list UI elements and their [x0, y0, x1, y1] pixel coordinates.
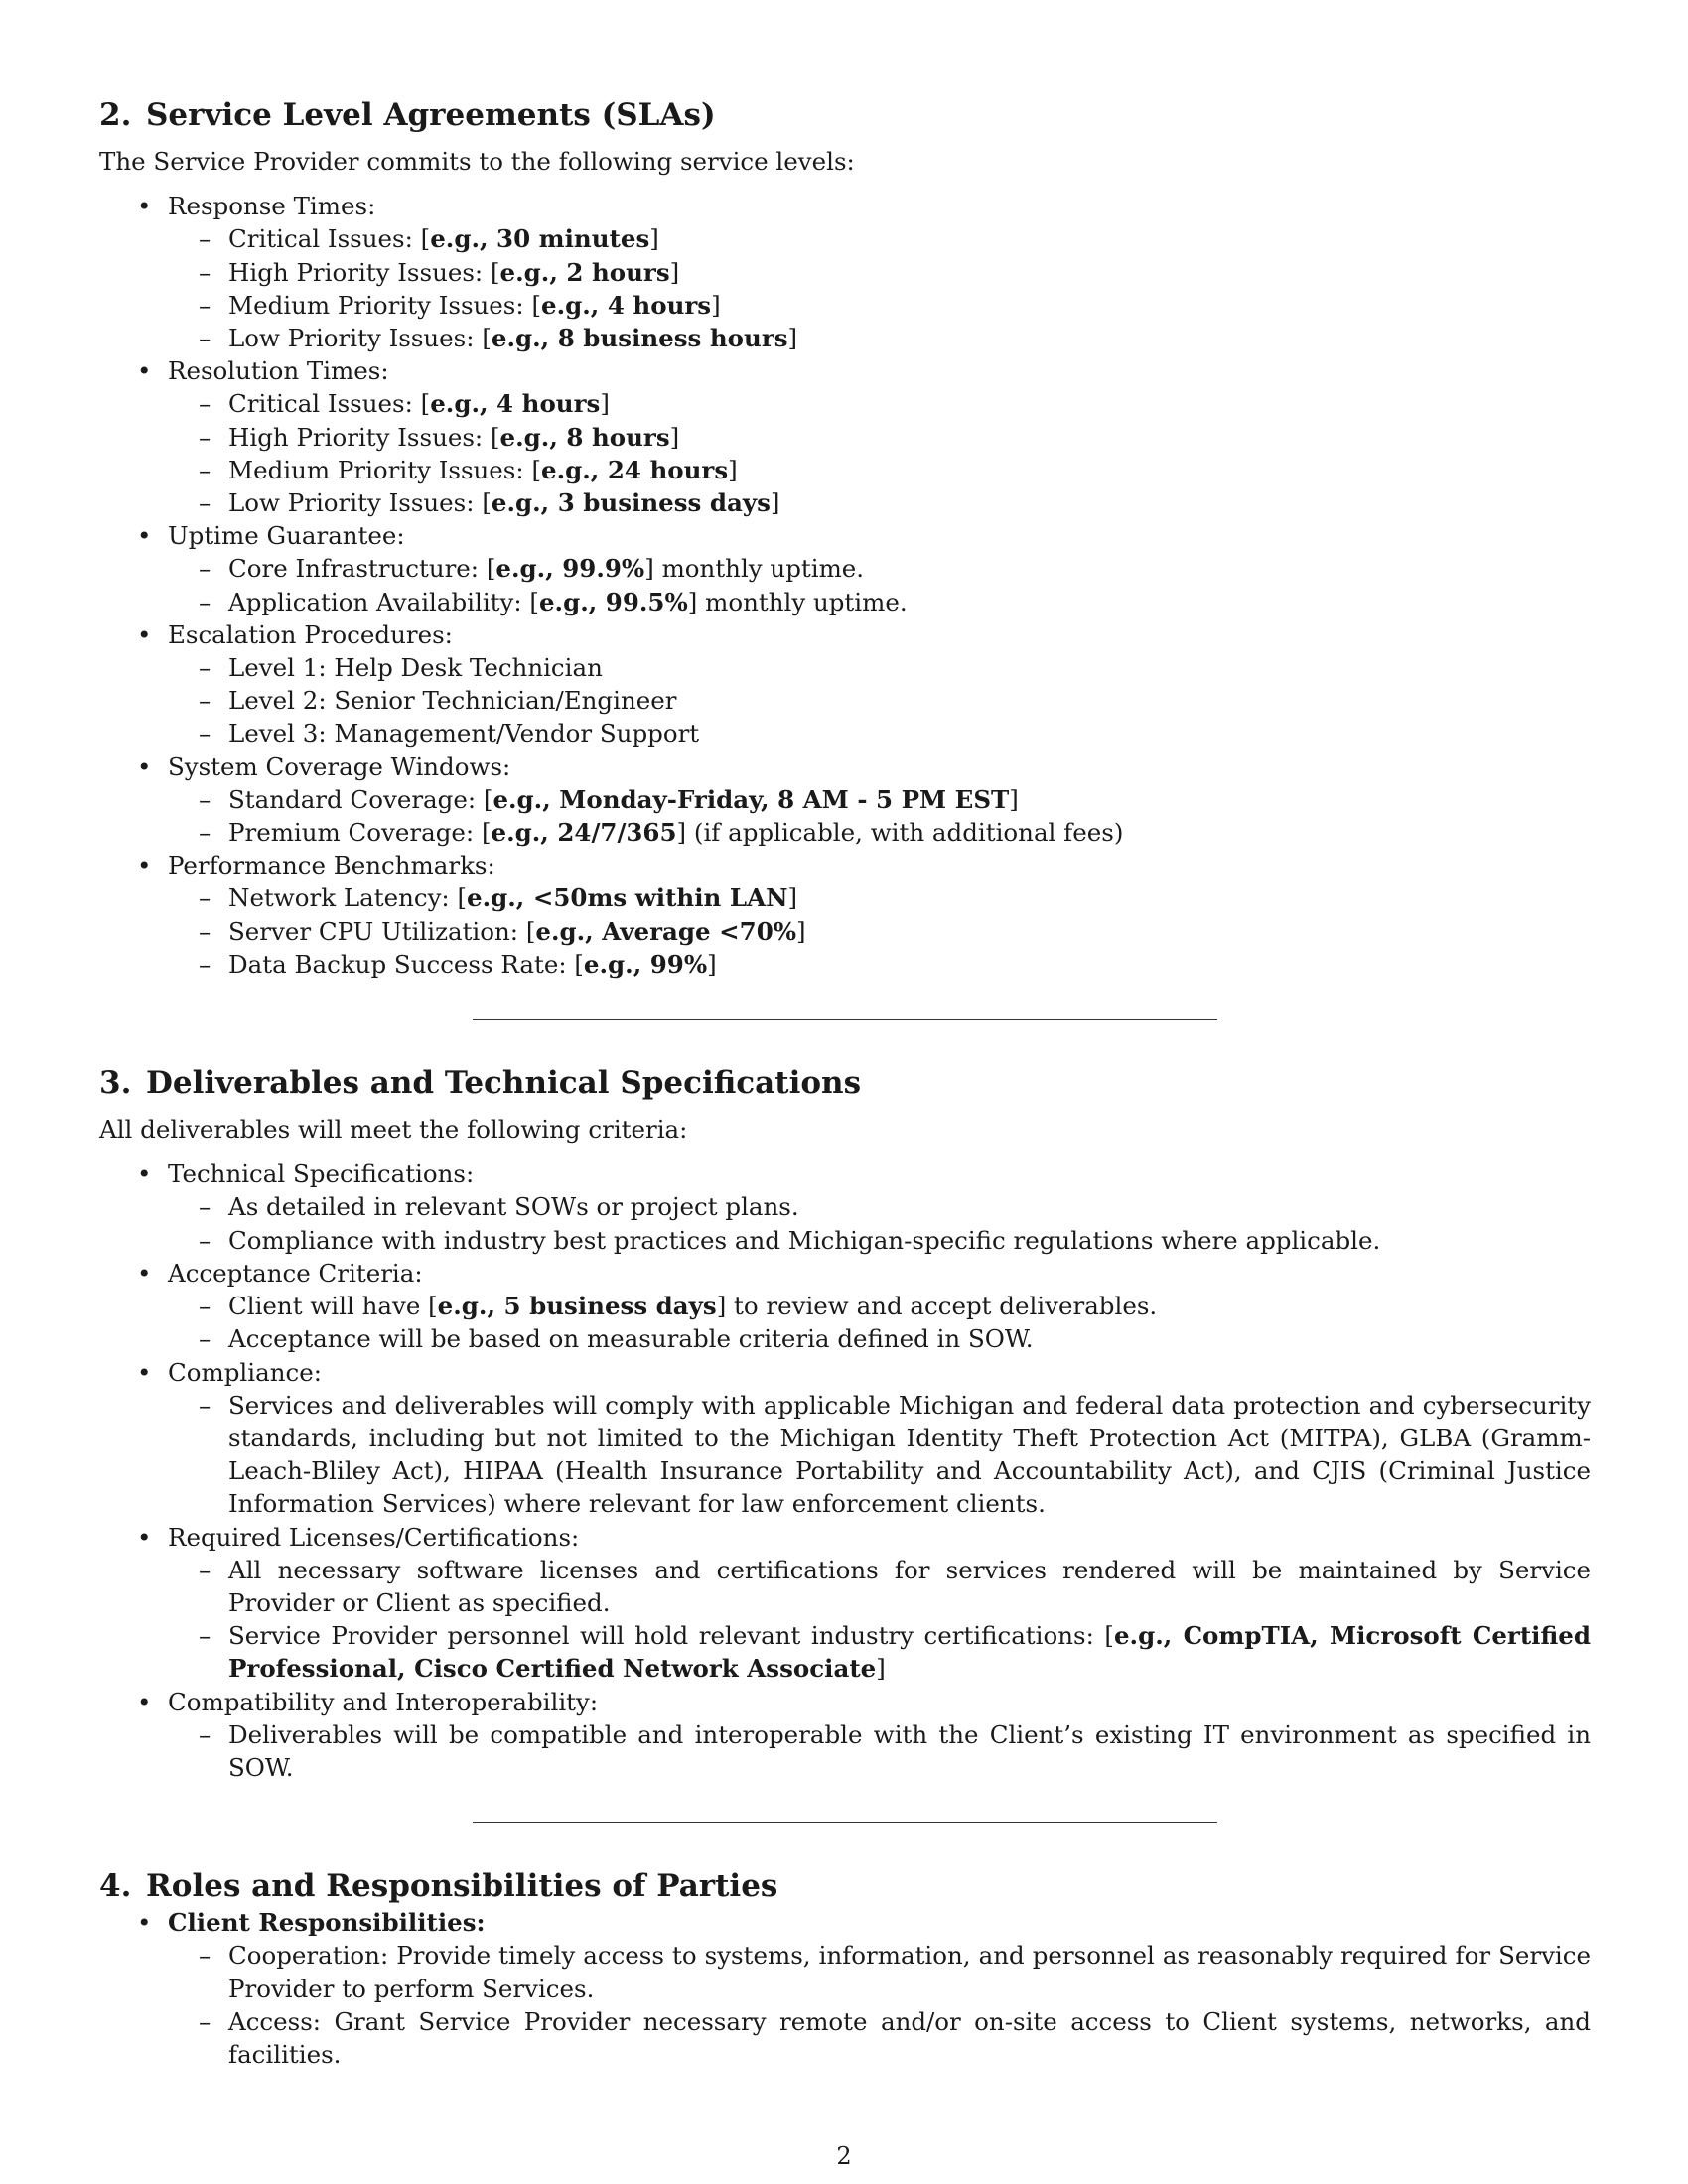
- list-item: – Level 3: Management/Vendor Support: [168, 717, 1591, 750]
- sla-list: [99, 190, 1591, 981]
- list-item: • System Coverage Windows: – Standard Coverage: [e.g., Monday-Friday, 8 AM - 5 PM EST] – Premium Coverage: [e.g., 24/7/365] (if applicable, with additional fees): [99, 751, 1591, 850]
- list-item: – Critical Issues: [e.g., 4 hours]: [168, 387, 1591, 420]
- list-item: • Compatibility and Interoperability: – Deliverables will be compatible and interoperable with the Client’s existing IT environment as specified in SOW.: [99, 1686, 1591, 1785]
- list-item: • Required Licenses/Certifications: – All necessary software licenses and certifications for services rendered will be maintained by Service Provider or Client as specified. – Service Provider personnel will hold relevant industry certifications: [e.g., CompTIA, Microsoft Certified Professional, Cisco Certified Network Associate]: [99, 1521, 1591, 1686]
- sub-list: [168, 552, 1591, 617]
- section-number: 4.: [99, 1868, 132, 1905]
- section-3-heading: [99, 1063, 1591, 1103]
- list-item: • Performance Benchmarks: – Network Latency: [e.g., <50ms within LAN] – Server CPU Utilization: [e.g., Average <70%] – Data Backup Success Rate: [e.g., 99%]: [99, 849, 1591, 981]
- section-2-intro: The Service Provider commits to the following service levels:: [99, 147, 855, 176]
- section-number: 2.: [99, 97, 132, 133]
- list-item: – Low Priority Issues: [e.g., 8 business hours]: [168, 322, 1591, 354]
- sub-list: [168, 1290, 1591, 1355]
- list-item: – Acceptance will be based on measurable criteria defined in SOW.: [168, 1322, 1591, 1355]
- list-item: – Access: Grant Service Provider necessary remote and/or on-site access to Client systems, networks, and facilities.: [168, 2005, 1591, 2071]
- section-4: [99, 1866, 1591, 2071]
- sub-list: [168, 1939, 1591, 2071]
- list-item: – Premium Coverage: [e.g., 24/7/365] (if applicable, with additional fees): [168, 816, 1591, 849]
- list-item: – Critical Issues: [e.g., 30 minutes]: [168, 222, 1591, 255]
- sub-list: [168, 651, 1591, 751]
- section-divider: [473, 1019, 1217, 1020]
- list-item: – Service Provider personnel will hold relevant industry certifications: [e.g., CompTIA, Microsoft Certified Professional, Cisco Certified Network Associate]: [168, 1619, 1591, 1685]
- sub-list: [168, 1389, 1591, 1521]
- list-item: – High Priority Issues: [e.g., 8 hours]: [168, 421, 1591, 454]
- list-item: – Server CPU Utilization: [e.g., Average <70%]: [168, 915, 1591, 948]
- section-title: Roles and Responsibilities of Parties: [146, 1868, 778, 1905]
- list-item: – Application Availability: [e.g., 99.5%] monthly uptime.: [168, 586, 1591, 618]
- list-item: – Compliance with industry best practices and Michigan-specific regulations where applicable.: [168, 1224, 1591, 1257]
- list-item: – All necessary software licenses and certifications for services rendered will be maintained by Service Provider or Client as specified.: [168, 1554, 1591, 1619]
- sub-list: [168, 783, 1591, 849]
- section-divider: [473, 1822, 1217, 1823]
- list-item: – Data Backup Success Rate: [e.g., 99%]: [168, 948, 1591, 981]
- list-item: • Technical Specifications: – As detailed in relevant SOWs or project plans. – Compliance with industry best practices and Michigan-specific regulations where applicable.: [99, 1158, 1591, 1257]
- sub-list: [168, 222, 1591, 354]
- sub-list: [168, 1554, 1591, 1686]
- sub-list: [168, 882, 1591, 981]
- list-item: – As detailed in relevant SOWs or project plans.: [168, 1190, 1591, 1223]
- list-item: • Response Times: – Critical Issues: [e.g., 30 minutes] – High Priority Issues: [e.g., 2 hours] – Medium Priority Issues: [e.g., 4 hours] – Low Priority Issues: [e.g., 8 business hours]: [99, 190, 1591, 354]
- roles-list: [99, 1906, 1591, 2071]
- list-item: • Compliance: – Services and deliverables will comply with applicable Michigan and federal data protection and cybersecurity standards, including but not limited to the Michigan Identity Theft Protection Act (MITPA), GLBA (Gramm-Leach-Bliley Act), HIPAA (Health Insurance Portability and Accountability Act), and CJIS (Criminal Justice Information Services) where relevant for law enforcement clients.: [99, 1356, 1591, 1521]
- sub-list: [168, 1190, 1591, 1256]
- list-item: – Medium Priority Issues: [e.g., 24 hours]: [168, 454, 1591, 486]
- deliverables-list: [99, 1158, 1591, 1784]
- list-item: • Uptime Guarantee: – Core Infrastructure: [e.g., 99.9%] monthly uptime. – Application Availability: [e.g., 99.5%] monthly uptime.: [99, 519, 1591, 618]
- section-title: Service Level Agreements (SLAs): [146, 97, 716, 133]
- list-item: – Standard Coverage: [e.g., Monday-Friday, 8 AM - 5 PM EST]: [168, 783, 1591, 816]
- list-item: – Network Latency: [e.g., <50ms within LAN]: [168, 882, 1591, 914]
- list-item: • Resolution Times: – Critical Issues: [e.g., 4 hours] – High Priority Issues: [e.g., 8 hours] – Medium Priority Issues: [e.g., 24 hours] – Low Priority Issues: [e.g., 3 business days]: [99, 354, 1591, 519]
- list-item: • Escalation Procedures: – Level 1: Help Desk Technician – Level 2: Senior Technician/Engineer – Level 3: Management/Vendor Support: [99, 618, 1591, 751]
- sub-list: [168, 1718, 1591, 1784]
- list-item: – Core Infrastructure: [e.g., 99.9%] monthly uptime.: [168, 552, 1591, 585]
- list-item: – Level 2: Senior Technician/Engineer: [168, 684, 1591, 717]
- section-4-heading: [99, 1866, 1591, 1906]
- list-item: – Level 1: Help Desk Technician: [168, 651, 1591, 684]
- list-item: • Acceptance Criteria: – Client will have [e.g., 5 business days] to review and accept deliverables. – Acceptance will be based on measurable criteria defined in SOW.: [99, 1257, 1591, 1356]
- section-2-heading: [99, 95, 1591, 135]
- section-3-intro: All deliverables will meet the following criteria:: [99, 1115, 688, 1145]
- sub-list: [168, 387, 1591, 519]
- list-item: – Deliverables will be compatible and interoperable with the Client’s existing IT environment as specified in SOW.: [168, 1718, 1591, 1784]
- list-item: – Client will have [e.g., 5 business days] to review and accept deliverables.: [168, 1290, 1591, 1322]
- page-number: 2: [836, 2142, 852, 2170]
- document-page: [99, 95, 1591, 2071]
- section-title: Deliverables and Technical Specifications: [146, 1065, 862, 1102]
- list-item: • Client Responsibilities: – Cooperation: Provide timely access to systems, information, and personnel as reasonably required for Service Provider to perform Services. – Access: Grant Service Provider necessary remote and/or on-site access to Client systems, networks, and facilities.: [99, 1906, 1591, 2071]
- list-item: – High Priority Issues: [e.g., 2 hours]: [168, 256, 1591, 289]
- list-item: – Medium Priority Issues: [e.g., 4 hours]: [168, 289, 1591, 322]
- section-3: [99, 1063, 1591, 1784]
- list-item: – Low Priority Issues: [e.g., 3 business days]: [168, 486, 1591, 519]
- list-item: – Cooperation: Provide timely access to systems, information, and personnel as reasonably required for Service Provider to perform Services.: [168, 1939, 1591, 2004]
- section-number: 3.: [99, 1065, 132, 1102]
- list-item: – Services and deliverables will comply with applicable Michigan and federal data protection and cybersecurity standards, including but not limited to the Michigan Identity Theft Protection Act (MITPA), GLBA (Gramm-Leach-Bliley Act), HIPAA (Health Insurance Portability and Accountability Act), and CJIS (Criminal Justice Information Services) where relevant for law enforcement clients.: [168, 1389, 1591, 1521]
